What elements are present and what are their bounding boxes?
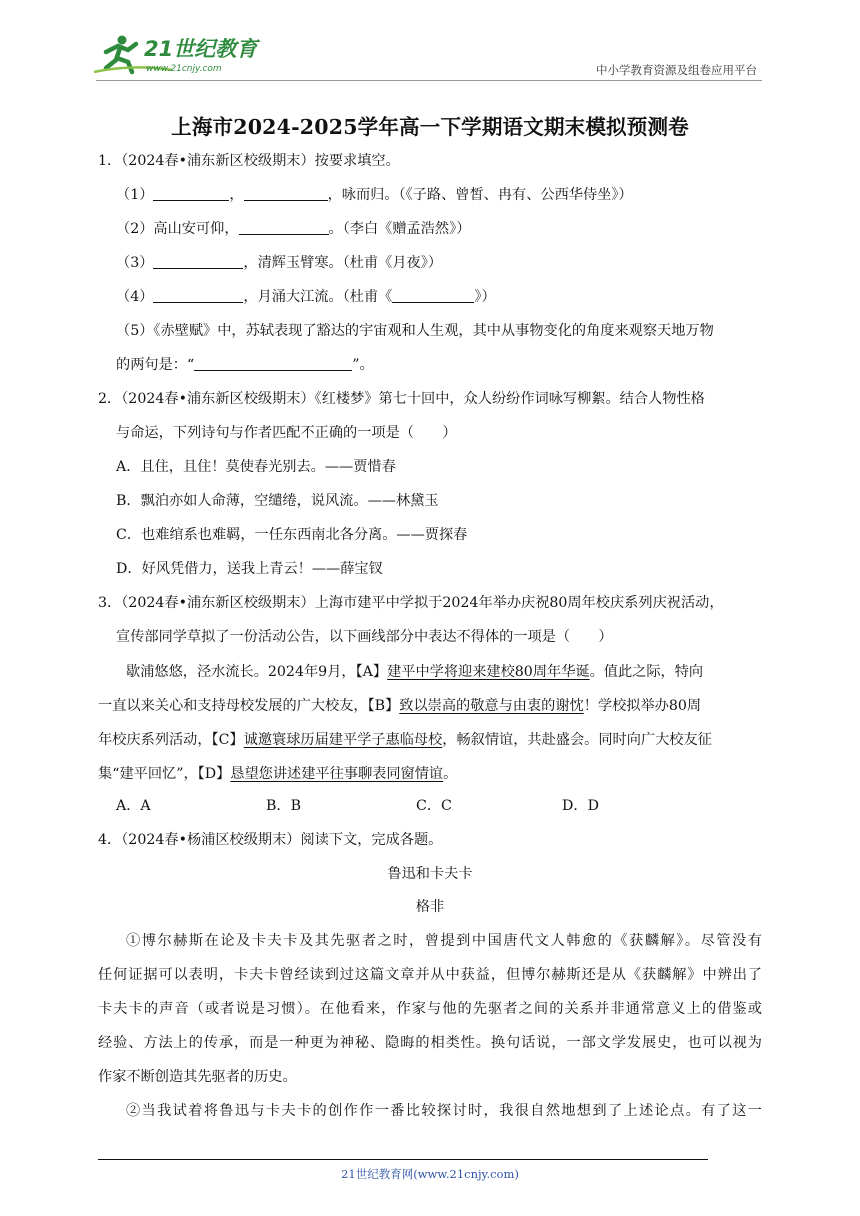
header-divider xyxy=(96,80,762,81)
answer-blank[interactable] xyxy=(153,254,243,269)
question-2-stem: 2．（2024春•浦东新区校级期末）《红楼梦》第七十回中，众人纷纷作词咏写柳絮。结合人物性格 xyxy=(98,391,705,407)
answer-blank[interactable] xyxy=(153,288,243,303)
article-paragraph-1: 任何证据可以表明，卡夫卡曾经读到过这篇文章并从中获益，但博尔赫斯还是从《获麟解》中辨出了 xyxy=(98,967,762,983)
question-3-passage-line: 歇浦悠悠，泾水流长。2024年9月，【A】建平中学将迎来建校80周年华诞。值此之际，特向 xyxy=(126,664,704,680)
question-3-passage-line: 一直以来关心和支持母校发展的广大校友，【B】致以崇高的敬意与由衷的谢忱！学校拟举办80周 xyxy=(98,698,702,714)
question-3-stem-cont: 宣传部同学草拟了一份活动公告，以下画线部分中表达不得体的一项是（ ） xyxy=(116,629,613,645)
question-1-item-2: （2）高山安可仰， 。（李白《赠孟浩然》） xyxy=(116,221,471,237)
logo-21cnjy xyxy=(92,30,262,78)
svg-text:21世纪教育: 21世纪教育 xyxy=(144,37,258,61)
article-paragraph-1: 作家不断创造其先驱者的历史。 xyxy=(98,1069,297,1085)
question-3-option-c: C．C xyxy=(416,798,452,814)
answer-blank[interactable] xyxy=(244,186,328,201)
answer-blank[interactable] xyxy=(392,288,474,303)
question-2-option-c: C．也难绾系也难羁，一任东西南北各分离。——贾探春 xyxy=(116,527,468,543)
question-4-stem: 4．（2024春•杨浦区校级期末）阅读下文，完成各题。 xyxy=(98,832,443,848)
article-paragraph-1: 经验、方法上的传承，而是一种更为神秘、隐晦的相类性。换句话说，一部文学发展史，也可以视为 xyxy=(98,1035,762,1051)
article-title: 鲁迅和卡夫卡 xyxy=(387,866,473,882)
article-paragraph-2: ②当我试着将鲁迅与卡夫卡的创作作一番比较探讨时，我很自然地想到了上述论点。有了这一 xyxy=(126,1103,762,1119)
answer-blank[interactable] xyxy=(194,356,352,371)
question-1-item-1: （1） ， ，咏而归。（《子路、曾皙、冉有、公西华侍坐》） xyxy=(116,187,633,203)
page-header xyxy=(0,0,860,80)
question-1-stem: 1．（2024春•浦东新区校级期末）按要求填空。 xyxy=(98,153,400,169)
question-2-stem-cont: 与命运，下列诗句与作者匹配不正确的一项是（ ） xyxy=(116,425,457,441)
article-author: 格非 xyxy=(415,899,445,915)
question-1-item-3: （3） ，清辉玉臂寒。（杜甫《月夜》） xyxy=(116,255,443,271)
answer-blank[interactable] xyxy=(239,220,329,235)
question-2-option-a: A．且住，且住！莫使春光别去。——贾惜春 xyxy=(116,459,396,475)
question-2-option-b: B．飘泊亦如人命薄，空缱绻，说风流。——林黛玉 xyxy=(116,493,439,509)
question-1-item-5: （5）《赤壁赋》中，苏轼表现了豁达的宇宙观和人生观，其中从事物变化的角度来观察天地万物 xyxy=(116,323,714,339)
footer-divider xyxy=(98,1159,708,1160)
question-3-passage-line: 年校庆系列活动，【C】诚邀寰球历届建平学子惠临母校，畅叙情谊，共赴盛会。同时向广大校友征 xyxy=(98,732,712,748)
question-1-item-5-cont: 的两句是：“ ”。 xyxy=(116,357,374,373)
question-1-item-4: （4） ，月涌大江流。（杜甫《 》） xyxy=(116,289,496,305)
question-3-option-a: A．A xyxy=(116,798,151,814)
answer-blank[interactable] xyxy=(153,186,229,201)
question-3-option-d: D．D xyxy=(562,798,599,814)
article-paragraph-1: 卡夫卡的声音（或者说是习惯）。在他看来，作家与他的先驱者之间的关系并非通常意义上的借鉴或 xyxy=(98,1001,762,1017)
question-3-option-b: B．B xyxy=(266,798,302,814)
question-2-option-d: D．好风凭借力，送我上青云！——薛宝钗 xyxy=(116,561,383,577)
site-name: 中小学教育资源及组卷应用平台 xyxy=(596,63,757,77)
question-3-stem: 3．（2024春•浦东新区校级期末）上海市建平中学拟于2024年举办庆祝80周年校庆系列庆祝活动， xyxy=(98,595,724,611)
svg-text:www.21cnjy.com: www.21cnjy.com xyxy=(146,64,222,74)
footer-site[interactable]: 21世纪教育网(www.21cnjy.com) xyxy=(341,1167,519,1181)
question-3-passage-line: 集“建平回忆”，【D】恳望您讲述建平往事聊表同窗情谊。 xyxy=(98,766,458,782)
page-title: 上海市2024-2025学年高一下学期语文期末模拟预测卷 xyxy=(171,115,689,139)
article-paragraph-1: ①博尔赫斯在论及卡夫卡及其先驱者之时，曾提到中国唐代文人韩愈的《获麟解》。尽管没有 xyxy=(126,933,762,949)
